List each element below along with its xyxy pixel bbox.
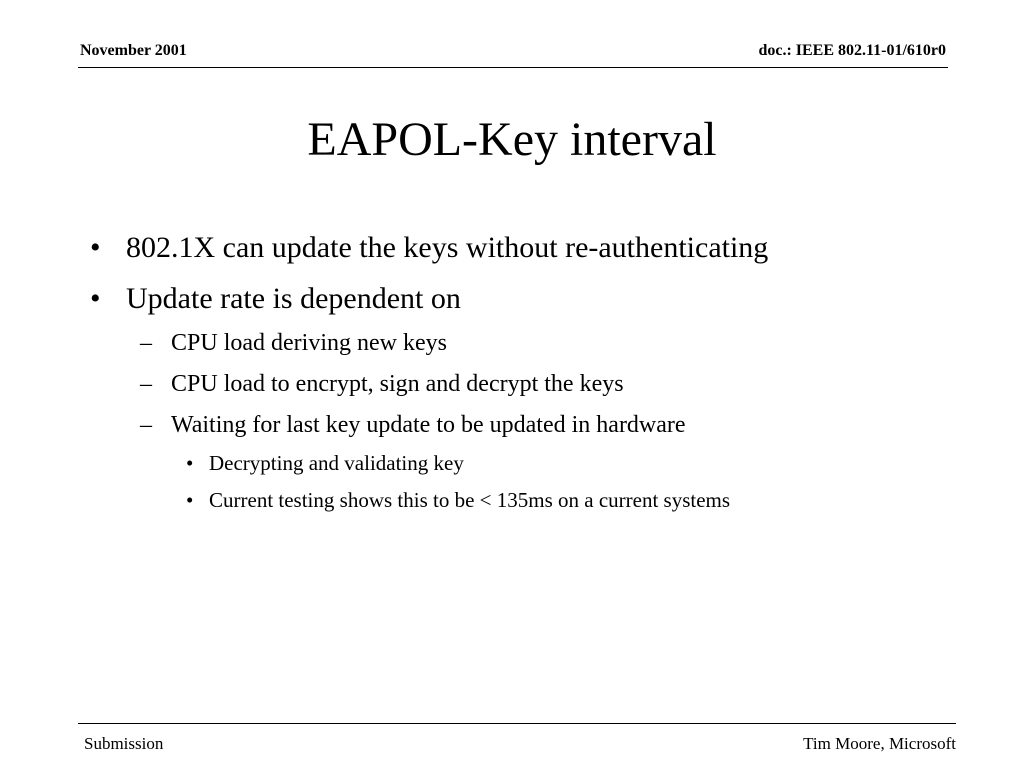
sub-sub-bullet-marker: • [186, 488, 194, 512]
bullet-text: 802.1X can update the keys without re-authenticating [126, 231, 769, 264]
header-date: November 2001 [80, 42, 187, 59]
bullet-marker: • [90, 282, 101, 315]
sub-sub-bullet-text: Current testing shows this to be < 135ms on a current systems [209, 488, 731, 512]
sub-bullet-text: Waiting for last key update to be updated in hardware [171, 412, 686, 438]
footer-author: Tim Moore, Microsoft [803, 734, 956, 753]
header-doc-id: doc.: IEEE 802.11-01/610r0 [758, 42, 946, 59]
footer-divider [78, 723, 956, 724]
sub-bullet-text: CPU load deriving new keys [171, 330, 447, 356]
sub-bullet-text: CPU load to encrypt, sign and decrypt the keys [171, 371, 624, 397]
sub-bullet-marker: – [140, 330, 152, 356]
sub-bullet-marker: – [140, 371, 152, 397]
bullet-marker: • [90, 231, 101, 264]
footer-submission: Submission [84, 734, 164, 753]
sub-sub-bullet-text: Decrypting and validating key [209, 451, 464, 475]
bullet-text: Update rate is dependent on [126, 282, 461, 315]
slide-title: EAPOL-Key interval [307, 113, 717, 166]
sub-sub-bullet-marker: • [186, 451, 194, 475]
sub-bullet-marker: – [140, 412, 152, 438]
